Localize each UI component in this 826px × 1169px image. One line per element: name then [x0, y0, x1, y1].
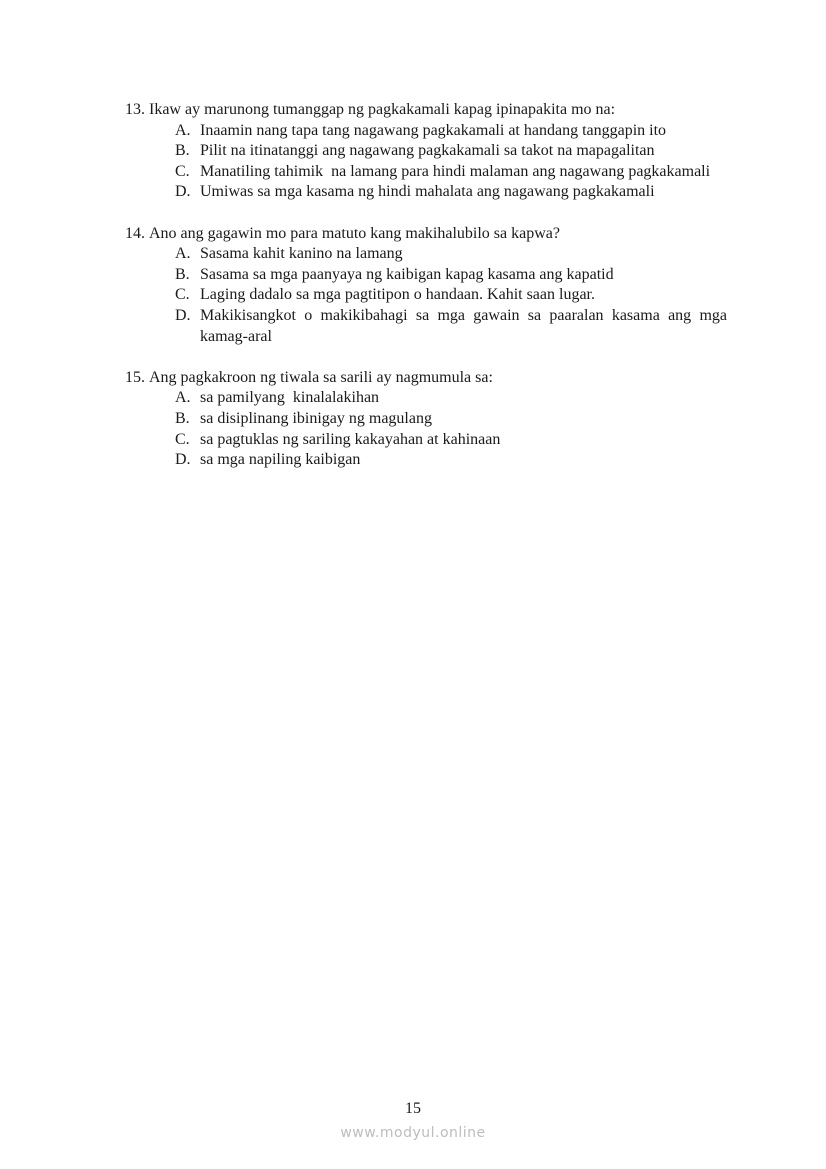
option-a	[175, 244, 727, 265]
option-letter: D.	[175, 306, 191, 324]
page-number: 15	[405, 1100, 421, 1117]
option-text: Makikisangkot o makikibahagi sa mga gawain sa paaralan kasama ang mga kamag-aral	[200, 306, 727, 345]
question-stem: Ang pagkakroon ng tiwala sa sarili ay nagmumula sa:	[149, 368, 493, 386]
option-letter: A.	[175, 121, 191, 139]
option-d	[175, 450, 727, 471]
option-letter: C.	[175, 286, 190, 304]
question-stem: Ikaw ay marunong tumanggap ng pagkakamali kapag ipinapakita mo na:	[149, 101, 616, 118]
question-number: 13.	[125, 101, 145, 118]
option-text: sa mga napiling kaibigan	[200, 451, 361, 469]
option-c	[175, 285, 727, 306]
option-letter: A.	[175, 389, 191, 407]
option-letter: B.	[175, 142, 190, 160]
option-letter: C.	[175, 430, 190, 448]
option-text: Manatiling tahimik na lamang para hindi malaman ang nagawang pagkakamali	[200, 162, 711, 180]
option-text: Laging dadalo sa mga pagtitipon o handaan. Kahit saan lugar.	[200, 286, 595, 304]
option-a	[175, 121, 727, 142]
option-b	[175, 409, 727, 430]
question-14	[125, 224, 727, 348]
option-letter: D.	[175, 183, 191, 201]
option-d	[175, 306, 727, 347]
option-d	[175, 182, 727, 203]
question-stem: Ano ang gagawin mo para matuto kang makihalubilo sa kapwa?	[149, 224, 560, 242]
option-a	[175, 388, 727, 409]
option-c	[175, 430, 727, 451]
option-text: sa pagtuklas ng sariling kakayahan at kahinaan	[200, 430, 501, 448]
question-15	[125, 368, 727, 471]
option-letter: C.	[175, 162, 190, 180]
option-text: sa disiplinang ibinigay ng magulang	[200, 409, 432, 427]
question-13	[125, 100, 727, 203]
question-number: 15.	[125, 368, 145, 386]
option-letter: A.	[175, 245, 191, 263]
option-text: Inaamin nang tapa tang nagawang pagkakamali at handang tanggapin ito	[200, 121, 667, 139]
option-text: sa pamilyang kinalalakihan	[200, 389, 380, 407]
quiz-content	[125, 100, 727, 491]
option-text: Umiwas sa mga kasama ng hindi mahalata ang nagawang pagkakamali	[200, 183, 655, 201]
option-text: Sasama kahit kanino na lamang	[200, 245, 403, 263]
option-letter: D.	[175, 451, 191, 469]
option-b	[175, 141, 727, 162]
question-number: 14.	[125, 224, 145, 242]
option-letter: B.	[175, 265, 190, 283]
option-b	[175, 265, 727, 286]
option-c	[175, 162, 727, 183]
option-text: Pilit na itinatanggi ang nagawang pagkakamali sa takot na mapagalitan	[200, 142, 655, 160]
watermark: www.modyul.online	[340, 1125, 486, 1141]
option-letter: B.	[175, 409, 190, 427]
option-text: Sasama sa mga paanyaya ng kaibigan kapag kasama ang kapatid	[200, 265, 614, 283]
